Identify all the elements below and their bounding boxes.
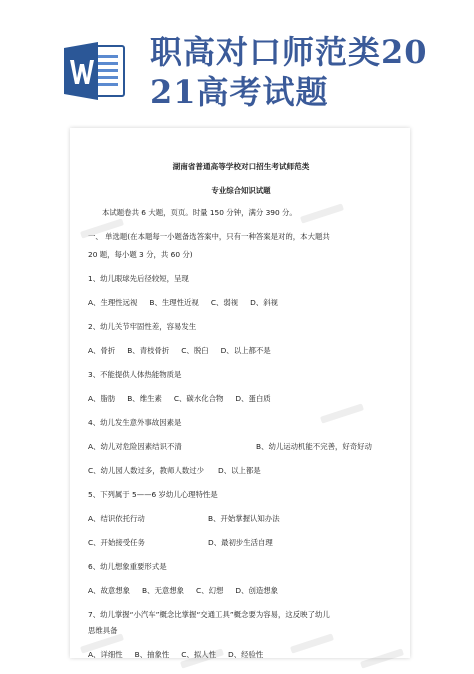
option: D、最初步生活自理	[208, 538, 273, 547]
option: B、生理性近视	[149, 298, 199, 307]
exam-intro: 本试题卷共 6 大题，页页。时量 150 分钟，满分 390 分。	[102, 208, 297, 217]
option: D、以上都是	[218, 466, 261, 475]
document-title: 职高对口师范类2021高考试题	[150, 33, 428, 111]
question-stem: 4、幼儿发生意外事故因素是	[88, 418, 182, 427]
option: C、碳水化合物	[173, 394, 224, 403]
option: D、以上都不是	[220, 346, 271, 355]
document-page	[70, 128, 410, 658]
option: C、拟人性	[181, 650, 216, 659]
question-stem: 2、幼儿关节牢固性差，容易发生	[88, 322, 197, 331]
question-options	[88, 650, 394, 660]
question-options	[88, 466, 394, 476]
question-stem: 7、幼儿掌握“小汽车”概念比掌握“交通工具”概念要为容易，这反映了幼儿	[88, 610, 330, 619]
option: C、开始接受任务	[88, 538, 145, 547]
option: A、结识依托行动	[88, 514, 145, 523]
option: A、故意想象	[88, 586, 131, 595]
option: A、幼儿对危险因素结识不清	[88, 442, 182, 451]
option: A、生理性远视	[88, 298, 138, 307]
option: A、详细性	[88, 650, 123, 659]
option: B、抽象性	[134, 650, 170, 659]
option: D、斜视	[250, 298, 279, 307]
question-stem: 1、幼儿眼球先后径较短，呈现	[88, 274, 189, 283]
question-stem: 3、不能提供人体热能物质是	[88, 370, 182, 379]
option: D、经验性	[228, 650, 264, 659]
option: C、幻想	[196, 586, 224, 595]
header-banner	[0, 0, 474, 120]
option: A、骨折	[88, 346, 116, 355]
question-options	[88, 298, 394, 308]
exam-title: 湖南省普通高等学校对口招生考试师范类	[172, 162, 310, 171]
option: C、幼儿园人数过多，教师人数过少	[88, 466, 205, 475]
section-heading	[88, 232, 394, 260]
option: A、脂肪	[88, 394, 116, 403]
question-options	[88, 394, 394, 404]
question-options	[88, 346, 394, 356]
question-options	[88, 514, 394, 524]
document-content	[88, 162, 394, 674]
word-icon	[62, 38, 128, 104]
option: C、弱视	[210, 298, 239, 307]
option: B、幼儿运动机能不完善，好奇好动	[256, 442, 372, 451]
question-stem: 5、下列属于 5——6 岁幼儿心理特性是	[88, 490, 218, 499]
question-options	[88, 538, 394, 548]
question-stem: 6、幼儿想象重要形式是	[88, 562, 167, 571]
section-heading-line: 20 题，每小题 3 分，共 60 分)	[88, 250, 193, 259]
option: B、无意想象	[142, 586, 185, 595]
question-stem-continued: 思维具备	[88, 626, 118, 635]
option: B、青枝骨折	[127, 346, 170, 355]
question-options	[88, 442, 394, 452]
option: B、维生素	[127, 394, 162, 403]
option: C、脱臼	[181, 346, 209, 355]
question-options	[88, 586, 394, 596]
option: B、开始掌握认知办法	[208, 514, 280, 523]
section-heading-line: 一、 单选题(在本题每一小题备选答案中，只有一种答案是对的，本大题共	[88, 232, 330, 241]
exam-subtitle: 专业综合知识试题	[211, 186, 271, 195]
option: D、创造想象	[235, 586, 279, 595]
option: D、蛋白质	[235, 394, 271, 403]
